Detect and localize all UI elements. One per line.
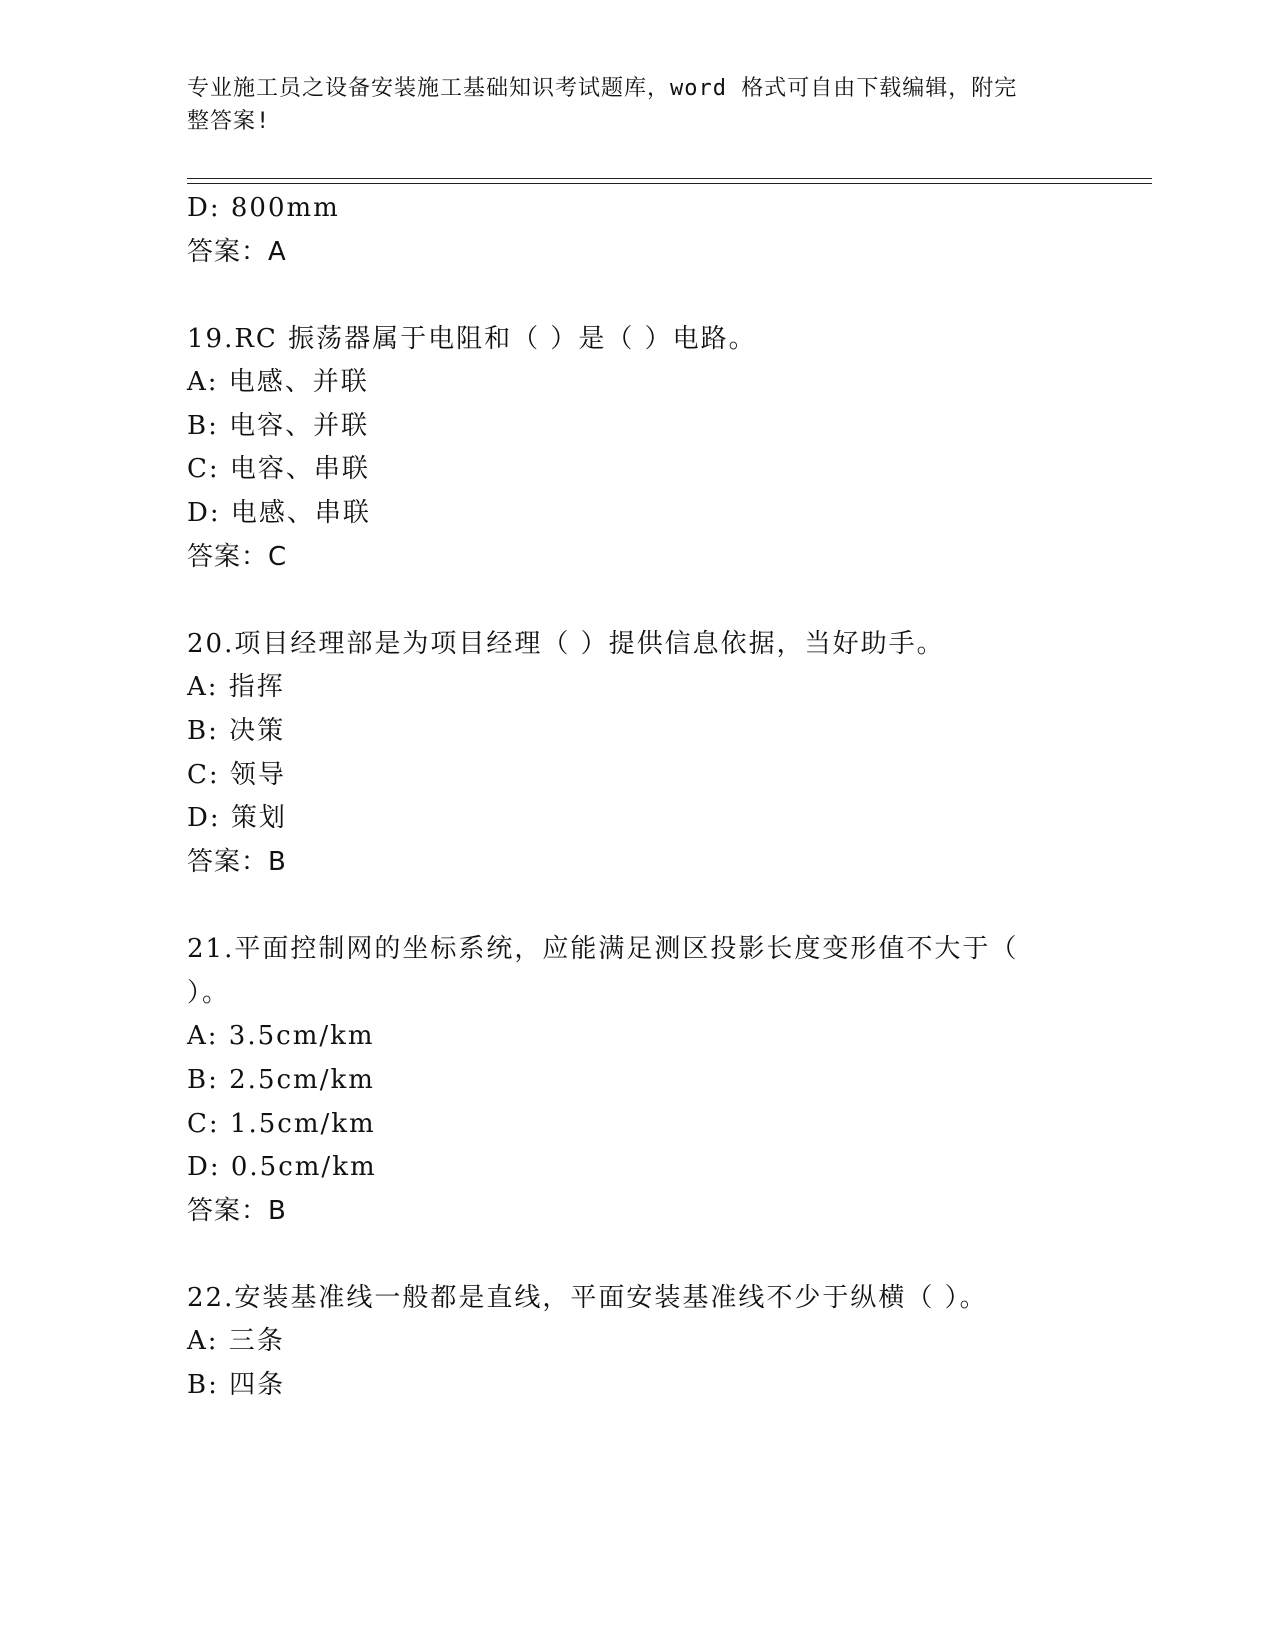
- header-line-1: 专业施工员之设备安装施工基础知识考试题库，word 格式可自由下载编辑，附完: [187, 76, 1018, 101]
- question-21-answer: 答案：B: [187, 1196, 287, 1226]
- header-line-2: 整答案!: [187, 109, 271, 134]
- question-19-stem: 19.RC 振荡器属于电阻和（ ）是（ ）电路。: [187, 324, 757, 354]
- question-19-option-a: A: 电感、并联: [187, 367, 369, 397]
- question-21-stem: 21.平面控制网的坐标系统，应能满足测区投影长度变形值不大于（: [187, 934, 1019, 964]
- question-21-option-d: D: 0.5cm/km: [187, 1152, 377, 1182]
- header-divider-top: [187, 178, 1152, 179]
- question-19-option-d: D: 电感、串联: [187, 498, 371, 528]
- question-21-stem-continued: ）。: [187, 978, 231, 1008]
- question-21-option-b: B: 2.5cm/km: [187, 1065, 375, 1095]
- question-22-option-a: A: 三条: [187, 1326, 285, 1356]
- question-20-stem: 20.项目经理部是为项目经理（ ）提供信息依据，当好助手。: [187, 629, 945, 659]
- question-20-option-b: B: 决策: [187, 716, 286, 746]
- question-21-option-c: C: 1.5cm/km: [187, 1109, 376, 1139]
- question-20-option-a: A: 指挥: [187, 672, 285, 702]
- document-header: [187, 72, 1067, 138]
- prev-answer: 答案：A: [187, 237, 287, 267]
- question-22-option-b: B: 四条: [187, 1370, 286, 1400]
- question-19-answer: 答案：C: [187, 542, 288, 572]
- prev-option-d: D: 800mm: [187, 193, 340, 223]
- question-20-answer: 答案：B: [187, 847, 287, 877]
- question-19-option-b: B: 电容、并联: [187, 411, 370, 441]
- question-20-option-d: D: 策划: [187, 803, 287, 833]
- question-19-option-c: C: 电容、串联: [187, 454, 370, 484]
- header-divider-bottom: [187, 183, 1152, 184]
- question-22-stem: 22.安装基准线一般都是直线，平面安装基准线不少于纵横（ ）。: [187, 1283, 988, 1313]
- question-21-option-a: A: 3.5cm/km: [187, 1021, 375, 1051]
- question-20-option-c: C: 领导: [187, 760, 286, 790]
